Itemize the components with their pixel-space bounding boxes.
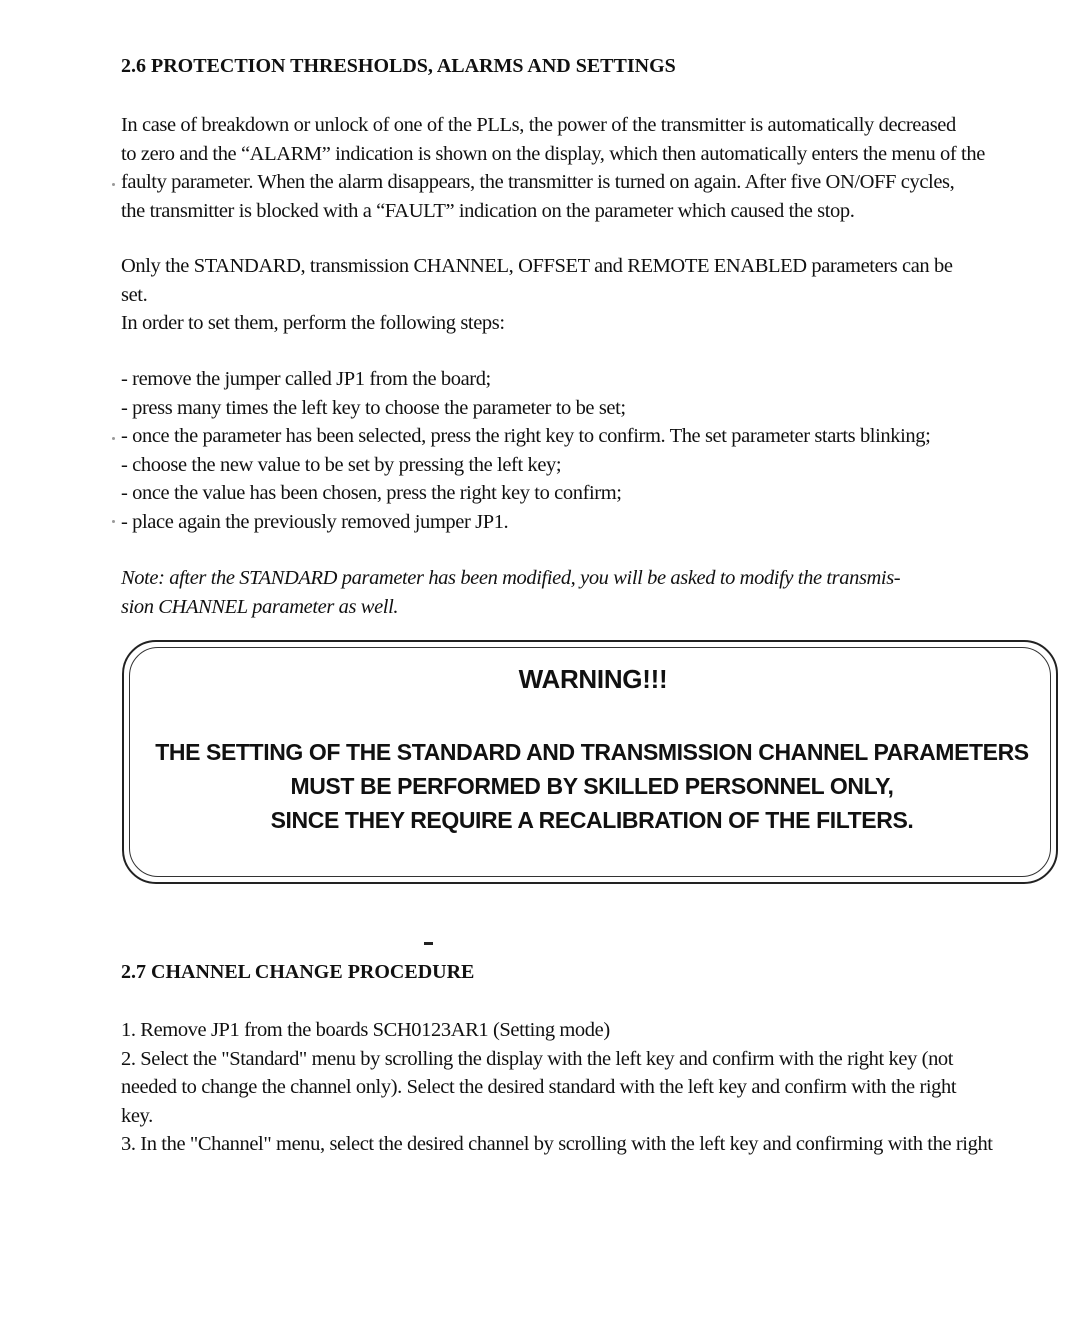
procedure-line: 2. Select the "Standard" menu by scrolling the display with the left key and confirm with the right key (not bbox=[121, 1047, 954, 1070]
procedure-line: 3. In the "Channel" menu, select the desired channel by scrolling with the left key and confirming with the right bbox=[121, 1133, 993, 1155]
list-item: - remove the jumper called JP1 from the board; bbox=[121, 368, 491, 390]
procedure-line: 1. Remove JP1 from the boards SCH0123AR1 (Setting mode) bbox=[121, 1019, 610, 1041]
warning-text bbox=[126, 735, 1058, 837]
scan-speck bbox=[112, 437, 115, 440]
list-item: - place again the previously removed jumper JP1. bbox=[121, 510, 509, 533]
section-2-6-paragraph-2 bbox=[121, 252, 1063, 338]
list-item: - choose the new value to be set by pressing the left key; bbox=[121, 453, 562, 476]
scan-mark bbox=[424, 942, 433, 945]
warning-line: SINCE THEY REQUIRE A RECALIBRATION OF THE FILTERS. bbox=[270, 807, 914, 833]
paragraph-line: In order to set them, perform the following steps: bbox=[121, 312, 505, 334]
warning-title: WARNING!!! bbox=[518, 664, 668, 694]
procedure-line: needed to change the channel only). Select the desired standard with the left key and confirm with the right bbox=[121, 1076, 957, 1098]
scan-speck bbox=[112, 183, 115, 186]
paragraph-line: In case of breakdown or unlock of one of the PLLs, the power of the transmitter is automatically decreased bbox=[121, 114, 956, 136]
scan-speck bbox=[112, 520, 115, 523]
warning-line: MUST BE PERFORMED BY SKILLED PERSONNEL ONLY, bbox=[290, 773, 894, 799]
paragraph-line: faulty parameter. When the alarm disappears, the transmitter is turned on again. After five ON/OFF cycles, bbox=[121, 171, 955, 193]
section-2-7-procedure bbox=[121, 1016, 1063, 1159]
procedure-line: key. bbox=[121, 1104, 153, 1127]
note-line: sion CHANNEL parameter as well. bbox=[121, 595, 399, 618]
warning-line: THE SETTING OF THE STANDARD AND TRANSMISSION CHANNEL PARAMETERS bbox=[155, 739, 1029, 765]
note-paragraph bbox=[121, 564, 1063, 621]
paragraph-line: Only the STANDARD, transmission CHANNEL, OFFSET and REMOTE ENABLED parameters can be bbox=[121, 255, 953, 277]
paragraph-line: to zero and the “ALARM” indication is shown on the display, which then automatically enters the menu of the bbox=[121, 142, 985, 165]
section-2-6-paragraph-1 bbox=[121, 111, 1063, 225]
setting-steps-list bbox=[121, 365, 1063, 536]
list-item: - once the parameter has been selected, press the right key to confirm. The set parameter starts blinking; bbox=[121, 425, 931, 447]
paragraph-line: the transmitter is blocked with a “FAULT” indication on the parameter which caused the stop. bbox=[121, 199, 855, 222]
note-line: Note: after the STANDARD parameter has been modified, you will be asked to modify the transmis- bbox=[121, 567, 901, 589]
section-2-7-heading: 2.7 CHANNEL CHANGE PROCEDURE bbox=[121, 961, 475, 983]
section-2-6-heading: 2.6 PROTECTION THRESHOLDS, ALARMS AND SETTINGS bbox=[121, 55, 676, 77]
list-item: - once the value has been chosen, press the right key to confirm; bbox=[121, 482, 622, 504]
list-item: - press many times the left key to choose the parameter to be set; bbox=[121, 396, 626, 419]
paragraph-line: set. bbox=[121, 283, 148, 306]
